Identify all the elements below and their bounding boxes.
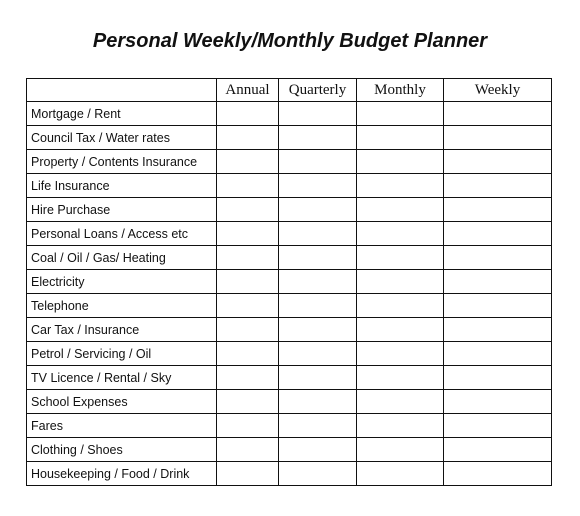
row-label: Petrol / Servicing / Oil bbox=[27, 342, 217, 366]
cell-weekly[interactable] bbox=[444, 222, 552, 246]
cell-monthly[interactable] bbox=[357, 318, 444, 342]
cell-monthly[interactable] bbox=[357, 366, 444, 390]
cell-weekly[interactable] bbox=[444, 342, 552, 366]
cell-quarterly[interactable] bbox=[279, 102, 357, 126]
cell-annual[interactable] bbox=[217, 414, 279, 438]
table-row bbox=[27, 246, 552, 270]
row-label: School Expenses bbox=[27, 390, 217, 414]
cell-quarterly[interactable] bbox=[279, 342, 357, 366]
row-label: Life Insurance bbox=[27, 174, 217, 198]
cell-annual[interactable] bbox=[217, 198, 279, 222]
cell-annual[interactable] bbox=[217, 318, 279, 342]
cell-annual[interactable] bbox=[217, 174, 279, 198]
cell-quarterly[interactable] bbox=[279, 222, 357, 246]
cell-weekly[interactable] bbox=[444, 102, 552, 126]
budget-table bbox=[26, 78, 552, 486]
cell-annual[interactable] bbox=[217, 150, 279, 174]
cell-annual[interactable] bbox=[217, 246, 279, 270]
cell-annual[interactable] bbox=[217, 270, 279, 294]
cell-monthly[interactable] bbox=[357, 462, 444, 486]
table-row bbox=[27, 342, 552, 366]
cell-weekly[interactable] bbox=[444, 366, 552, 390]
column-header-category bbox=[27, 79, 217, 102]
cell-weekly[interactable] bbox=[444, 318, 552, 342]
cell-weekly[interactable] bbox=[444, 126, 552, 150]
cell-quarterly[interactable] bbox=[279, 438, 357, 462]
column-header-monthly: Monthly bbox=[357, 79, 444, 102]
table-row bbox=[27, 390, 552, 414]
cell-annual[interactable] bbox=[217, 390, 279, 414]
row-label: Council Tax / Water rates bbox=[27, 126, 217, 150]
cell-weekly[interactable] bbox=[444, 390, 552, 414]
cell-weekly[interactable] bbox=[444, 150, 552, 174]
table-row bbox=[27, 150, 552, 174]
row-label: Property / Contents Insurance bbox=[27, 150, 217, 174]
table-row bbox=[27, 198, 552, 222]
cell-monthly[interactable] bbox=[357, 414, 444, 438]
cell-annual[interactable] bbox=[217, 126, 279, 150]
cell-monthly[interactable] bbox=[357, 102, 444, 126]
cell-weekly[interactable] bbox=[444, 174, 552, 198]
cell-annual[interactable] bbox=[217, 294, 279, 318]
cell-monthly[interactable] bbox=[357, 198, 444, 222]
row-label: Coal / Oil / Gas/ Heating bbox=[27, 246, 217, 270]
cell-annual[interactable] bbox=[217, 102, 279, 126]
row-label: Telephone bbox=[27, 294, 217, 318]
cell-weekly[interactable] bbox=[444, 246, 552, 270]
cell-quarterly[interactable] bbox=[279, 390, 357, 414]
cell-weekly[interactable] bbox=[444, 198, 552, 222]
cell-quarterly[interactable] bbox=[279, 246, 357, 270]
cell-quarterly[interactable] bbox=[279, 462, 357, 486]
cell-monthly[interactable] bbox=[357, 222, 444, 246]
row-label: Car Tax / Insurance bbox=[27, 318, 217, 342]
table-row bbox=[27, 438, 552, 462]
cell-monthly[interactable] bbox=[357, 342, 444, 366]
cell-weekly[interactable] bbox=[444, 438, 552, 462]
row-label: Housekeeping / Food / Drink bbox=[27, 462, 217, 486]
cell-quarterly[interactable] bbox=[279, 150, 357, 174]
cell-quarterly[interactable] bbox=[279, 318, 357, 342]
cell-monthly[interactable] bbox=[357, 174, 444, 198]
cell-monthly[interactable] bbox=[357, 390, 444, 414]
cell-quarterly[interactable] bbox=[279, 174, 357, 198]
cell-monthly[interactable] bbox=[357, 438, 444, 462]
cell-annual[interactable] bbox=[217, 222, 279, 246]
cell-quarterly[interactable] bbox=[279, 198, 357, 222]
cell-monthly[interactable] bbox=[357, 150, 444, 174]
cell-annual[interactable] bbox=[217, 366, 279, 390]
page-title: Personal Weekly/Monthly Budget Planner bbox=[92, 30, 488, 52]
row-label: Mortgage / Rent bbox=[27, 102, 217, 126]
table-row bbox=[27, 270, 552, 294]
table-row bbox=[27, 222, 552, 246]
cell-quarterly[interactable] bbox=[279, 126, 357, 150]
row-label: Hire Purchase bbox=[27, 198, 217, 222]
cell-weekly[interactable] bbox=[444, 414, 552, 438]
cell-monthly[interactable] bbox=[357, 270, 444, 294]
cell-quarterly[interactable] bbox=[279, 294, 357, 318]
table-row bbox=[27, 414, 552, 438]
column-header-quarterly: Quarterly bbox=[279, 79, 357, 102]
cell-weekly[interactable] bbox=[444, 462, 552, 486]
row-label: Fares bbox=[27, 414, 217, 438]
cell-annual[interactable] bbox=[217, 462, 279, 486]
table-row bbox=[27, 462, 552, 486]
header-row bbox=[27, 79, 552, 102]
row-label: Clothing / Shoes bbox=[27, 438, 217, 462]
table-row bbox=[27, 102, 552, 126]
cell-annual[interactable] bbox=[217, 342, 279, 366]
cell-monthly[interactable] bbox=[357, 294, 444, 318]
cell-monthly[interactable] bbox=[357, 126, 444, 150]
table-body bbox=[27, 102, 552, 486]
cell-quarterly[interactable] bbox=[279, 414, 357, 438]
cell-annual[interactable] bbox=[217, 438, 279, 462]
cell-weekly[interactable] bbox=[444, 270, 552, 294]
cell-quarterly[interactable] bbox=[279, 366, 357, 390]
cell-weekly[interactable] bbox=[444, 294, 552, 318]
table-row bbox=[27, 366, 552, 390]
row-label: Personal Loans / Access etc bbox=[27, 222, 217, 246]
row-label: TV Licence / Rental / Sky bbox=[27, 366, 217, 390]
cell-quarterly[interactable] bbox=[279, 270, 357, 294]
table-row bbox=[27, 294, 552, 318]
table-row bbox=[27, 174, 552, 198]
column-header-weekly: Weekly bbox=[444, 79, 552, 102]
cell-monthly[interactable] bbox=[357, 246, 444, 270]
table-row bbox=[27, 126, 552, 150]
row-label: Electricity bbox=[27, 270, 217, 294]
table-row bbox=[27, 318, 552, 342]
column-header-annual: Annual bbox=[217, 79, 279, 102]
